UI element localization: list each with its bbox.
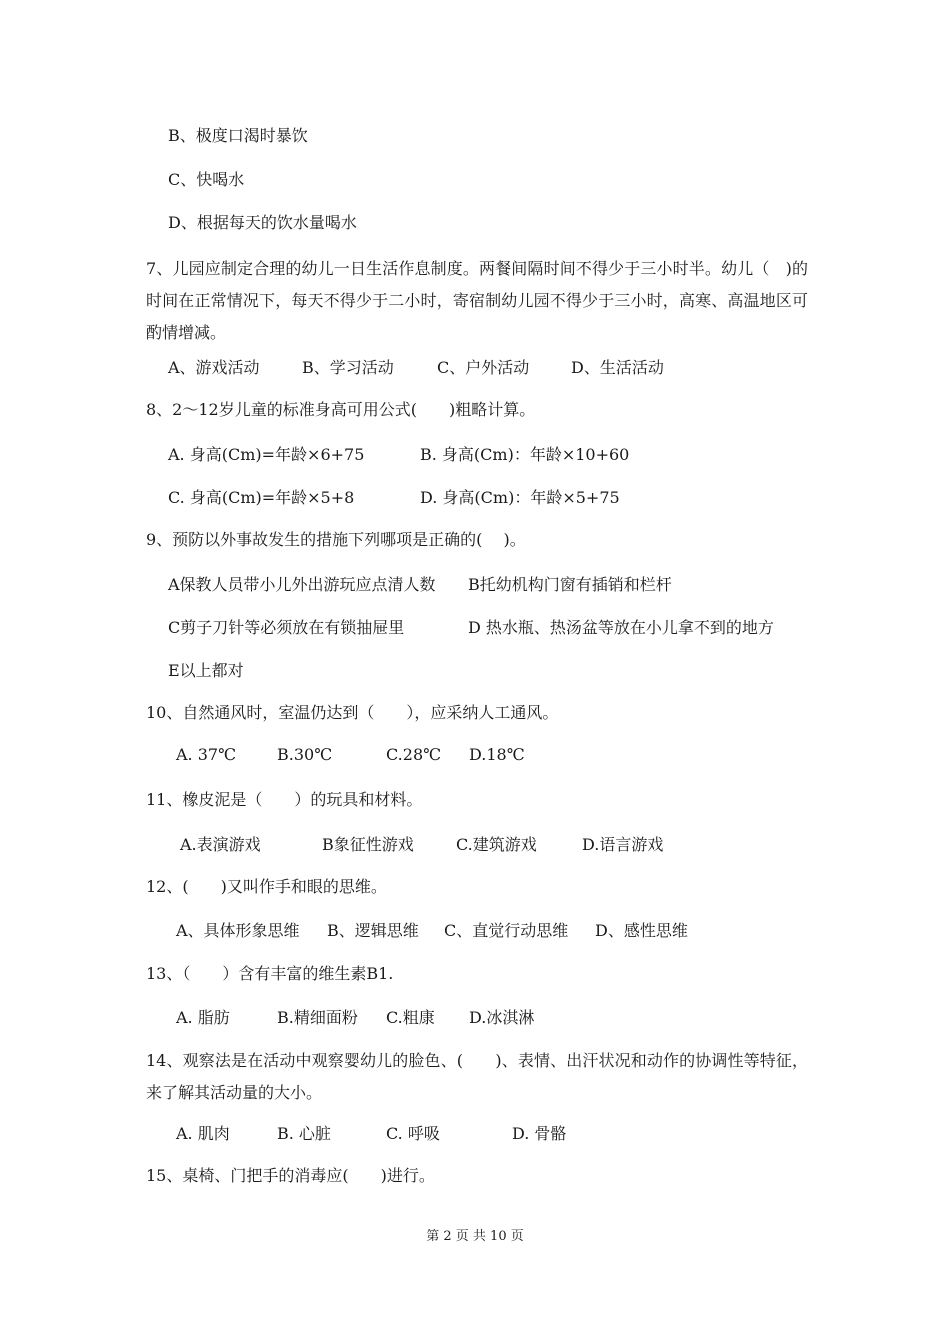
- q6-option-b: B、极度口渴时暴饮: [168, 126, 308, 145]
- q14-option-c: C. 呼吸: [386, 1124, 440, 1143]
- q13-option-c: C.粗康: [386, 1008, 435, 1027]
- page-number: 第 2 页 共 10 页: [426, 1229, 524, 1244]
- q13-option-d: D.冰淇淋: [469, 1008, 535, 1027]
- q6-option-c: C、快喝水: [168, 170, 245, 189]
- q8-option-c: C. 身高(Cm)=年龄×5+8: [168, 488, 355, 507]
- q14-option-b: B. 心脏: [277, 1124, 331, 1143]
- q9-option-a: A保教人员带小儿外出游玩应点清人数: [168, 575, 436, 594]
- q9-option-b: B托幼机构门窗有插销和栏杆: [468, 575, 672, 594]
- q11-option-c: C.建筑游戏: [456, 835, 537, 854]
- q12-stem: 12、( )又叫作手和眼的思维。: [146, 877, 387, 896]
- q8-option-d: D. 身高(Cm)：年龄×5+75: [420, 488, 620, 507]
- q7-option-a: A、游戏活动: [168, 358, 260, 377]
- q10-stem: 10、自然通风时，室温仍达到（ ），应采纳人工通风。: [146, 703, 559, 722]
- q12-option-c: C、直觉行动思维: [444, 921, 569, 940]
- q8-option-b: B. 身高(Cm)：年龄×10+60: [420, 445, 630, 464]
- q10-option-d: D.18℃: [469, 745, 525, 764]
- q11-option-a: A.表演游戏: [180, 835, 261, 854]
- q12-option-b: B、逻辑思维: [327, 921, 419, 940]
- q11-option-d: D.语言游戏: [582, 835, 664, 854]
- q11-option-b: B象征性游戏: [322, 835, 414, 854]
- q11-stem: 11、橡皮泥是（ ）的玩具和材料。: [146, 790, 423, 809]
- q9-stem: 9、预防以外事故发生的措施下列哪项是正确的( )。: [146, 530, 526, 549]
- q12-option-d: D、感性思维: [595, 921, 688, 940]
- q9-option-d: D 热水瓶、热汤盆等放在小儿拿不到的地方: [468, 618, 774, 637]
- q14-option-a: A. 肌肉: [176, 1124, 230, 1143]
- q8-option-a: A. 身高(Cm)=年龄×6+75: [168, 445, 365, 464]
- q9-option-e: E以上都对: [168, 661, 244, 680]
- q13-option-b: B.精细面粉: [277, 1008, 358, 1027]
- q9-option-c: C剪子刀针等必须放在有锁抽屉里: [168, 618, 405, 637]
- q13-stem: 13、（ ）含有丰富的维生素B1.: [146, 964, 394, 983]
- q8-stem: 8、2～12岁儿童的标准身高可用公式( )粗略计算。: [146, 400, 536, 419]
- q13-option-a: A. 脂肪: [176, 1008, 230, 1027]
- q7-option-d: D、生活活动: [571, 358, 664, 377]
- q7-option-b: B、学习活动: [302, 358, 394, 377]
- q7-option-c: C、户外活动: [437, 358, 530, 377]
- q10-option-b: B.30℃: [277, 745, 333, 764]
- q6-option-d: D、根据每天的饮水量喝水: [168, 213, 357, 232]
- q10-option-a: A. 37℃: [176, 745, 236, 764]
- q12-option-a: A、具体形象思维: [176, 921, 300, 940]
- q7-stem: 7、儿园应制定合理的幼儿一日生活作息制度。两餐间隔时间不得少于三小时半。幼儿（ )的时间在正常情况下，每天不得少于二小时，寄宿制幼儿园不得少于三小时，高寒、高温地区可酌情增减。: [146, 259, 808, 342]
- q14-stem: 14、观察法是在活动中观察婴幼儿的脸色、( )、表情、出汗状况和动作的协调性等特征，来了解其活动量的大小。: [146, 1051, 808, 1102]
- q10-option-c: C.28℃: [386, 745, 442, 764]
- q14-option-d: D. 骨骼: [512, 1124, 567, 1143]
- q15-stem: 15、桌椅、门把手的消毒应( )进行。: [146, 1166, 435, 1185]
